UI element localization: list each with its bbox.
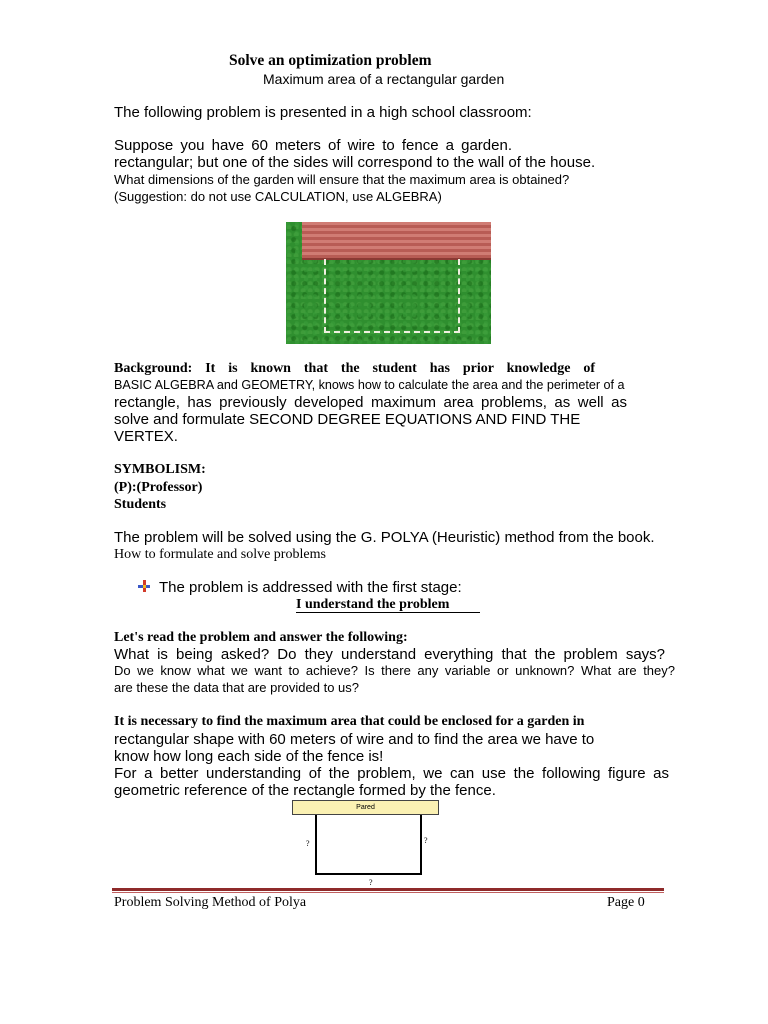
problem-line-2: rectangular; but one of the sides will correspond to the wall of the house. <box>114 154 596 171</box>
analysis-line-5: geometric reference of the rectangle formed by the fence. <box>114 782 496 799</box>
footer-rule-thin <box>112 892 664 893</box>
garden-illustration <box>286 222 491 344</box>
bottom-side-label: ? <box>369 878 373 887</box>
background-line-1: Background: It is known that the student has prior knowledge of <box>114 361 595 376</box>
fence-rectangle-figure <box>315 815 422 875</box>
footer-rule <box>112 888 664 891</box>
background-line-3: rectangle, has previously developed maximum area problems, as well as <box>114 394 627 411</box>
background-line-5: VERTEX. <box>114 428 178 445</box>
page-number: Page 0 <box>607 895 645 910</box>
background-line-2: BASIC ALGEBRA and GEOMETRY, knows how to calculate the area and the perimeter of a <box>114 378 625 392</box>
questions-line-2: Do we know what we want to achieve? Is there any variable or unknown? What are they? <box>114 663 675 678</box>
page-subtitle: Maximum area of a rectangular garden <box>263 71 505 87</box>
problem-line-4: (Suggestion: do not use CALCULATION, use ALGEBRA) <box>114 189 442 204</box>
analysis-line-4: For a better understanding of the problem, we can use the following figure as <box>114 765 669 782</box>
fence-outline <box>324 259 460 333</box>
method-line-1: The problem will be solved using the G. POLYA (Heuristic) method from the book. <box>114 529 655 546</box>
problem-line-1: Suppose you have 60 meters of wire to fence a garden. <box>114 137 512 154</box>
left-side-label: ? <box>306 839 310 848</box>
background-line-4: solve and formulate SECOND DEGREE EQUATIONS AND FIND THE <box>114 411 581 428</box>
stage-underline <box>296 612 480 613</box>
page-title: Solve an optimization problem <box>229 52 432 69</box>
symbolism-heading: SYMBOLISM: <box>114 462 206 477</box>
analysis-line-2: rectangular shape with 60 meters of wire and to find the area we have to <box>114 731 595 748</box>
stage-bullet-text: The problem is addressed with the first stage: <box>159 579 462 596</box>
questions-heading: Let's read the problem and answer the following: <box>114 630 408 645</box>
analysis-line-1: It is necessary to find the maximum area that could be enclosed for a garden in <box>114 714 585 729</box>
stage-name: I understand the problem <box>296 597 450 612</box>
method-line-2: How to formulate and solve problems <box>114 547 326 562</box>
intro-text: The following problem is presented in a high school classroom: <box>114 104 532 121</box>
symbolism-students: Students <box>114 497 167 512</box>
bullet-arrow-icon <box>138 580 150 592</box>
analysis-line-3: know how long each side of the fence is! <box>114 748 384 765</box>
right-side-label: ? <box>424 836 428 845</box>
wall-label-box: Pared <box>292 800 439 815</box>
house-roof <box>302 222 491 260</box>
questions-line-3: are these the data that are provided to us? <box>114 680 360 695</box>
symbolism-professor: (P):(Professor) <box>114 480 203 495</box>
problem-line-3: What dimensions of the garden will ensure that the maximum area is obtained? <box>114 172 570 187</box>
footer-title: Problem Solving Method of Polya <box>114 895 307 910</box>
questions-line-1: What is being asked? Do they understand everything that the problem says? <box>114 646 665 663</box>
